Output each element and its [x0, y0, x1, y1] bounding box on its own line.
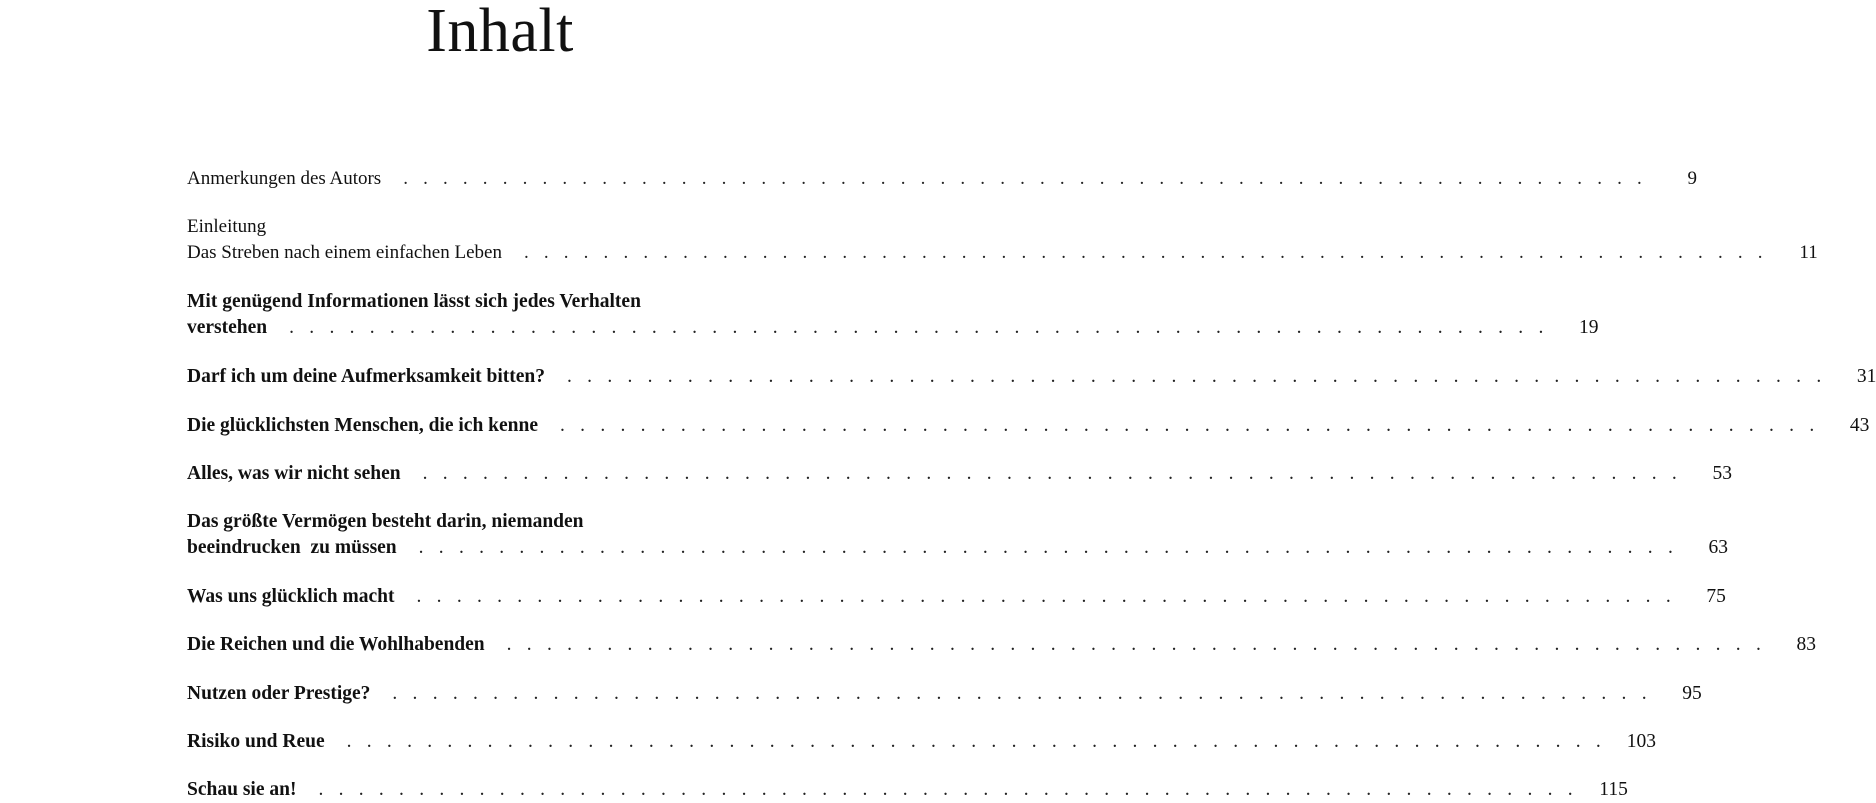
toc-entry-title: Darf ich um deine Aufmerksamkeit bitten? — [187, 366, 546, 387]
toc-entry — [187, 166, 1697, 192]
toc-entry-title: verstehen — [187, 317, 268, 338]
toc-page-number: 19 — [1579, 317, 1599, 338]
dot-leader: . . . . . . . . . . . . . . . . . . . . . . . . . . . . . . . . . . . . . . . . . . . . . . . . . . . . . . . . . . . . . . . — [346, 731, 1606, 752]
toc-entry-title-line: Das größte Vermögen besteht darin, niemanden — [187, 511, 584, 532]
dot-leader: . . . . . . . . . . . . . . . . . . . . . . . . . . . . . . . . . . . . . . . . . . . . . . . . . . . . . . . . . . . . . . . — [422, 463, 1682, 484]
toc-entry — [187, 214, 1818, 266]
toc-page-number: 103 — [1626, 731, 1656, 752]
toc-entry — [187, 289, 1599, 341]
dot-leader: . . . . . . . . . . . . . . . . . . . . . . . . . . . . . . . . . . . . . . . . . . . . . . . . . . . . . . . . . . . . . . . — [403, 168, 1647, 189]
toc-entry-title-line: Mit genügend Informationen lässt sich jedes Verhalten — [187, 291, 641, 312]
toc-entry-title: Schau sie an! — [187, 779, 297, 800]
toc-entry — [187, 632, 1817, 658]
dot-leader: . . . . . . . . . . . . . . . . . . . . . . . . . . . . . . . . . . . . . . . . . . . . . . . . . . . . . . . . . . . . . . . — [567, 366, 1827, 387]
toc-page-number: 31 — [1856, 366, 1876, 387]
toc-entry — [187, 681, 1702, 707]
page-title: Inhalt — [426, 0, 574, 65]
toc-page-number: 63 — [1708, 537, 1729, 558]
toc-entry — [187, 413, 1870, 439]
dot-leader: . . . . . . . . . . . . . . . . . . . . . . . . . . . . . . . . . . . . . . . . . . . . . . . . . . . . . . . . . . . . . . . — [289, 317, 1549, 338]
toc-entry-title: beeindrucken zu müssen — [187, 537, 397, 558]
table-of-contents — [187, 0, 1876, 800]
toc-page-number: 75 — [1706, 586, 1726, 607]
toc-entry-title: Das Streben nach einem einfachen Leben — [187, 242, 502, 263]
dot-leader: . . . . . . . . . . . . . . . . . . . . . . . . . . . . . . . . . . . . . . . . . . . . . . . . . . . . . . . . . . . . . . . — [318, 779, 1578, 800]
toc-entry-title: Die Reichen und die Wohlhabenden — [187, 634, 485, 655]
toc-page-number: 95 — [1682, 683, 1702, 704]
dot-leader: . . . . . . . . . . . . . . . . . . . . . . . . . . . . . . . . . . . . . . . . . . . . . . . . . . . . . . . . . . . . . . . — [523, 242, 1768, 263]
toc-entry-title: Die glücklichsten Menschen, die ich kenne — [187, 415, 539, 436]
toc-page-number: 83 — [1796, 634, 1817, 655]
toc-entry-title: Risiko und Reue — [187, 731, 325, 752]
toc-page-number: 115 — [1599, 779, 1628, 800]
toc-entry — [187, 364, 1876, 390]
toc-entry-title: Alles, was wir nicht sehen — [187, 463, 401, 484]
toc-entry-title: Anmerkungen des Autors — [187, 168, 382, 189]
dot-leader: . . . . . . . . . . . . . . . . . . . . . . . . . . . . . . . . . . . . . . . . . . . . . . . . . . . . . . . . . . . . . . . — [392, 683, 1652, 704]
toc-page-number: 11 — [1799, 242, 1818, 263]
dot-leader: . . . . . . . . . . . . . . . . . . . . . . . . . . . . . . . . . . . . . . . . . . . . . . . . . . . . . . . . . . . . . . . — [418, 537, 1679, 558]
toc-entry — [187, 509, 1729, 561]
toc-entry-kicker: Einleitung — [187, 216, 267, 237]
toc-entry — [187, 584, 1726, 610]
toc-page-number: 43 — [1849, 415, 1870, 436]
toc-entry — [187, 461, 1732, 487]
dot-leader: . . . . . . . . . . . . . . . . . . . . . . . . . . . . . . . . . . . . . . . . . . . . . . . . . . . . . . . . . . . . . . . — [560, 415, 1820, 436]
toc-page-number: 9 — [1687, 168, 1697, 189]
toc-entry — [187, 777, 1628, 803]
dot-leader: . . . . . . . . . . . . . . . . . . . . . . . . . . . . . . . . . . . . . . . . . . . . . . . . . . . . . . . . . . . . . . . — [416, 586, 1676, 607]
dot-leader: . . . . . . . . . . . . . . . . . . . . . . . . . . . . . . . . . . . . . . . . . . . . . . . . . . . . . . . . . . . . . . . — [506, 634, 1767, 655]
toc-entry-title: Nutzen oder Prestige? — [187, 683, 371, 704]
toc-entry-title: Was uns glücklich macht — [187, 586, 395, 607]
toc-page-number: 53 — [1712, 463, 1732, 484]
toc-entry — [187, 729, 1656, 755]
